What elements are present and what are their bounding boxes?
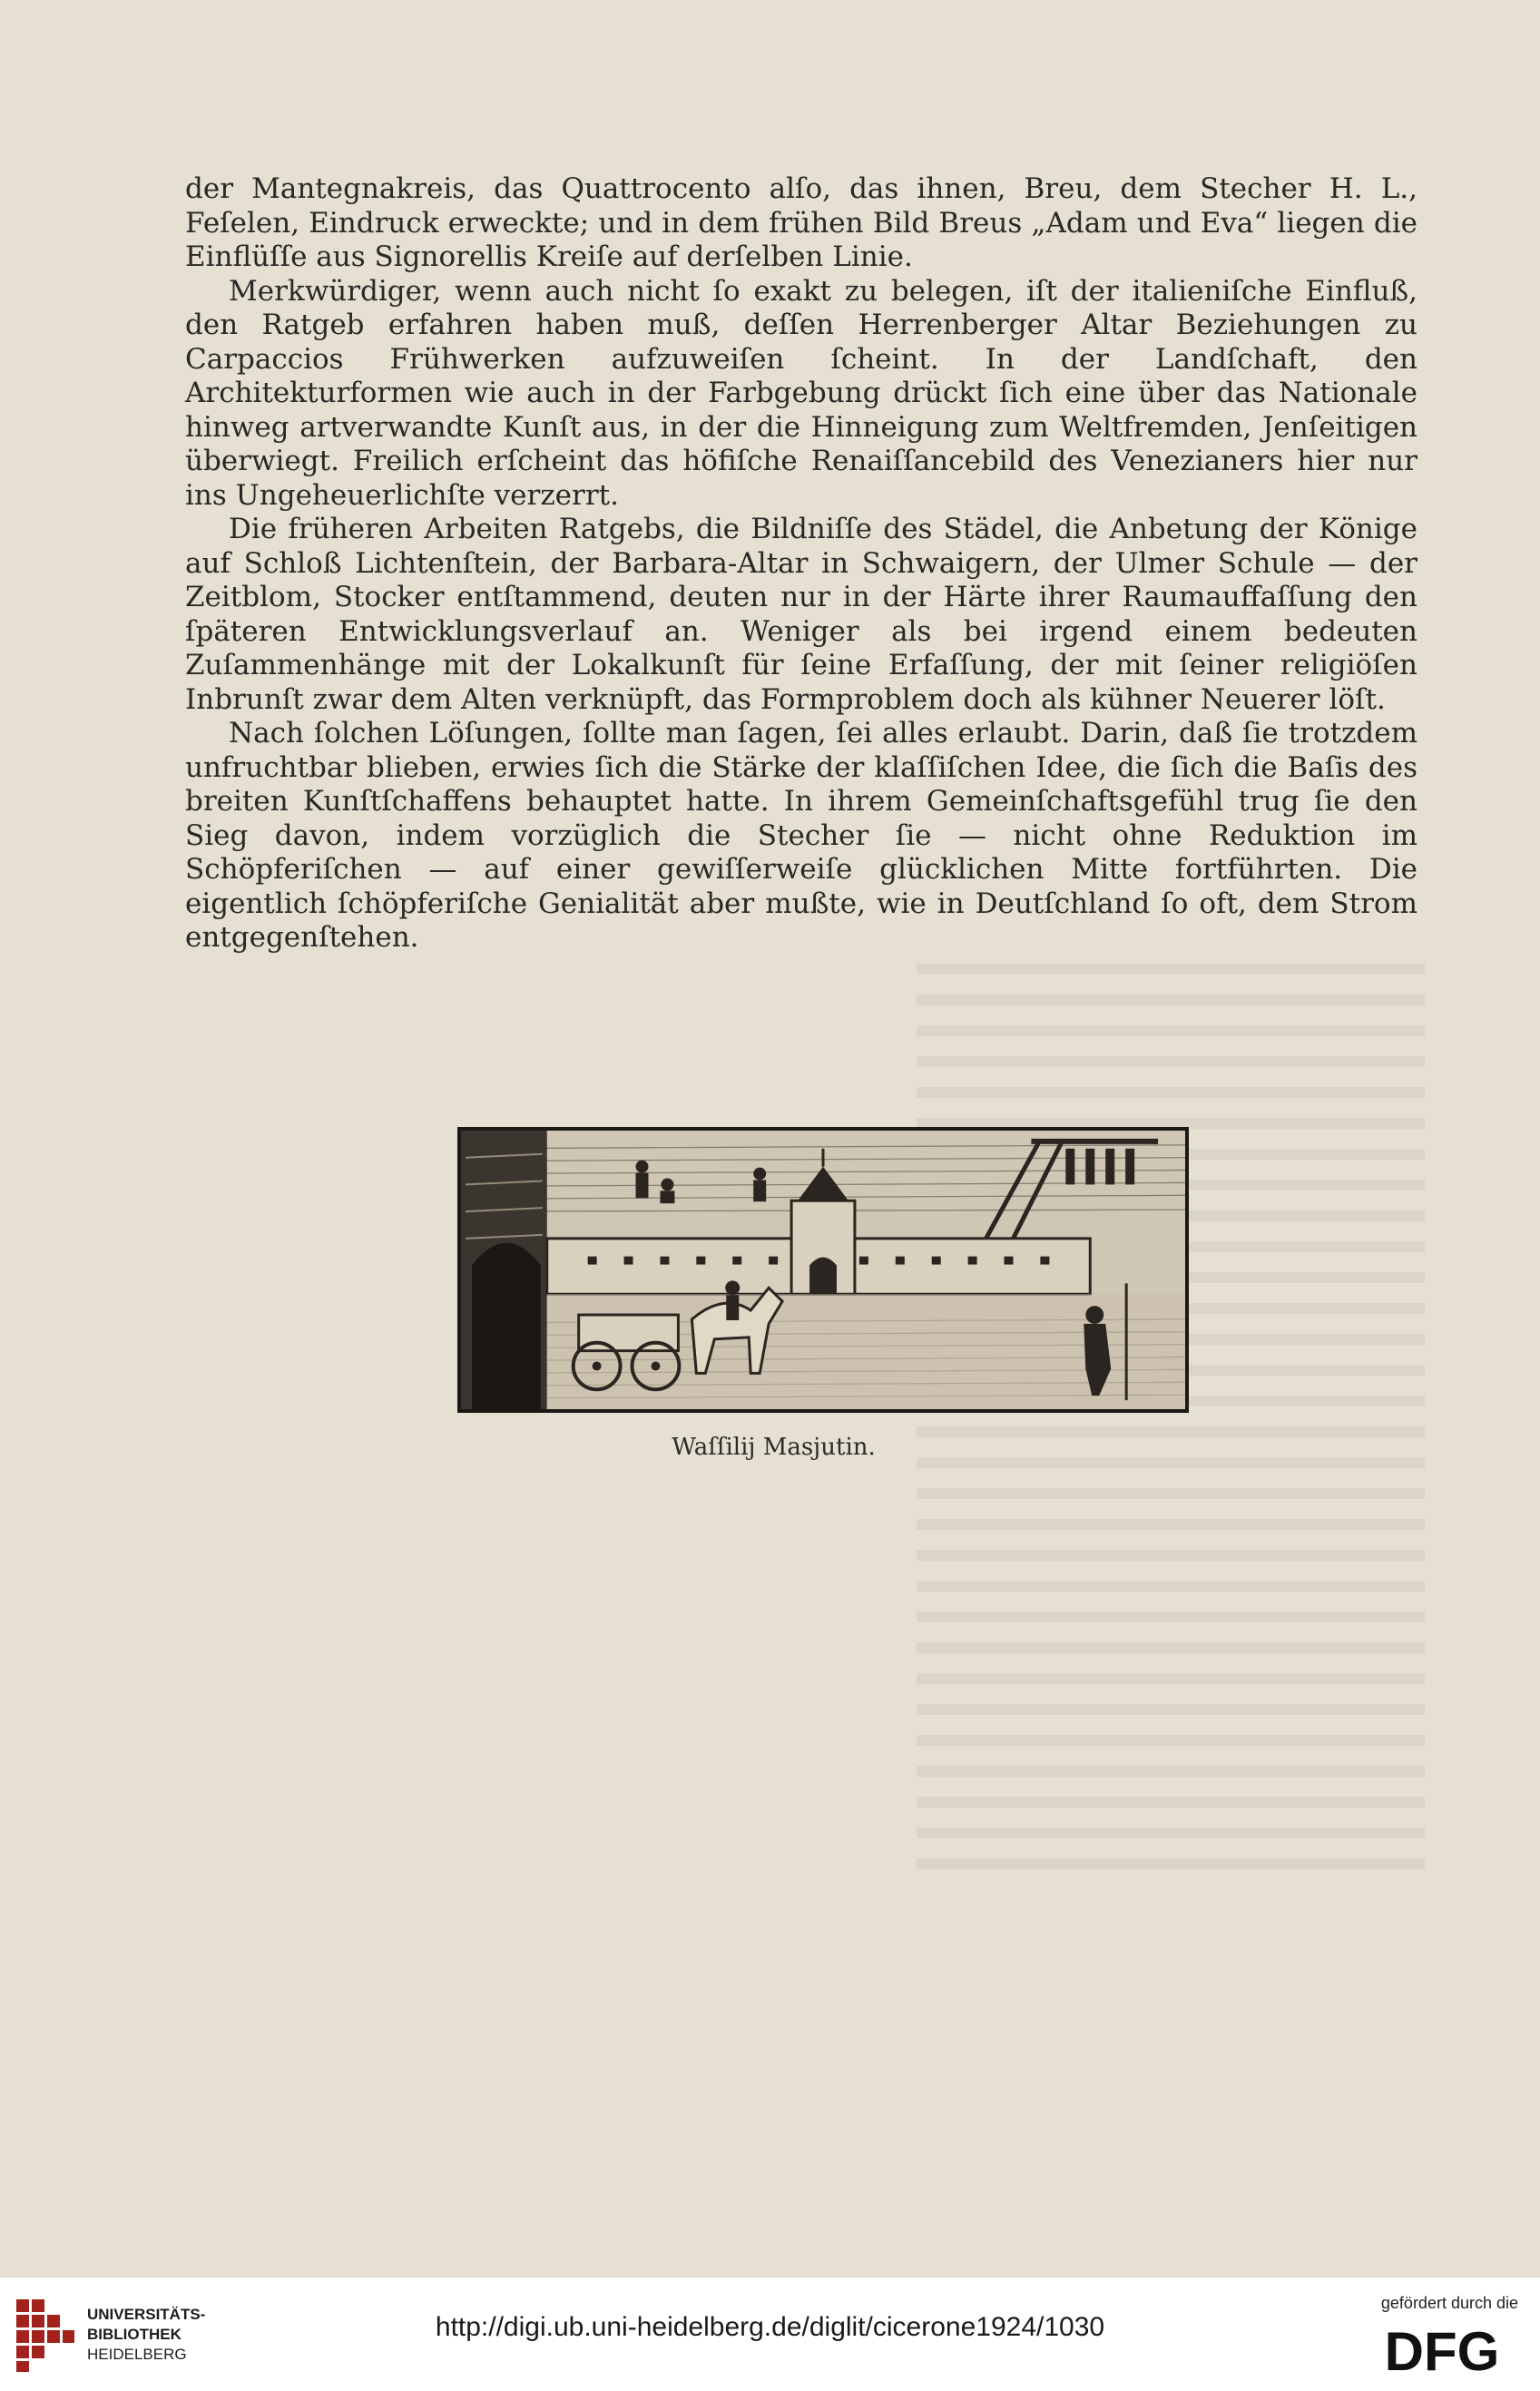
woodcut-image — [461, 1131, 1185, 1409]
paragraph-1: der Mantegnakreis, das Quattrocento alſo, das ihnen, Breu, dem Stecher H. L., Feſelen, Eindruck erweckte; und in dem frühen Bild Breus „Adam und Eva“ liegen die Einflüſſe aus Signorellis Kreiſe auf derſelben Linie. — [185, 172, 1417, 273]
paragraph-2: Merkwürdiger, wenn auch nicht ſo exakt zu belegen, iſt der italieniſche Einfluß, den Ratgeb erfahren haben muß, deſſen Herrenberger Altar Beziehungen zu Carpaccios Frühwerken aufzuweiſen ſcheint. In der Landſchaft, den Architekturformen wie auch in der Farbgebung drückt ſich eine über das Nationale hinweg artverwandte Kunſt aus, in der die Hinneigung zum Weltfremden, Jenſeitigen überwiegt. Freilich erſcheint das höfiſche Renaiſſancebild des Venezianers hier nur ins Ungeheuerlichſte verzerrt. — [185, 274, 1417, 512]
dfg-logo-text: DFG — [1384, 2325, 1500, 2376]
body-text — [185, 172, 1417, 955]
library-line-3: HEIDELBERG — [87, 2346, 187, 2363]
dfg-logo-icon — [1364, 2325, 1520, 2376]
library-line-1: UNIVERSITÄTS- — [87, 2306, 206, 2323]
paragraph-4: Nach ſolchen Löſungen, ſollte man ſagen, ſei alles erlaubt. Darin, daß ſie trotzdem unfruchtbar blieben, erwies ſich die Stärke der klaſſiſchen Idee, die ſich die Baſis des breiten Kunſtſchaffens behauptet hatte. In ihrem Gemeinſchaftsgefühl trug ſie den Sieg davon, indem vorzüglich die Stecher ſie — nicht ohne Reduktion im Schöpferiſchen — auf einer gewiſſerweiſe glücklichen Mitte fortführten. Die eigentlich ſchöpferiſche Genialität aber mußte, wie in Deutſchland ſo oft, dem Strom entgegenſtehen. — [185, 717, 1417, 954]
figure-caption: Waſſilij Masjutin. — [672, 1434, 876, 1461]
funder-label: gefördert durch die — [1380, 2294, 1518, 2312]
woodcut-illustration — [457, 1127, 1189, 1413]
library-line-2: BIBLIOTHEK — [87, 2326, 181, 2343]
source-url-link[interactable]: http://digi.ub.uni-heidelberg.de/diglit/cicerone1924/1030 — [435, 2312, 1105, 2342]
paragraph-3: Die früheren Arbeiten Ratgebs, die Bildniſſe des Städel, die Anbetung der Könige auf Schloß Lichtenſtein, der Barbara-Altar in Schwaigern, der Ulmer Schule — der Zeitblom, Stocker entſtammend, deuten nur in der Härte ihrer Raumauffaſſung den ſpäteren Entwicklungsverlauf an. Weniger als bei irgend einem bedeuten Zuſammenhänge mit der Lokalkunſt für ſeine Erfaſſung, der mit ſeiner religiöſen Inbrunſt zwar dem Alten verknüpft, das Formproblem doch als kühner Neuerer löſt. — [185, 513, 1417, 716]
bleed-through-texture — [917, 944, 1425, 1887]
